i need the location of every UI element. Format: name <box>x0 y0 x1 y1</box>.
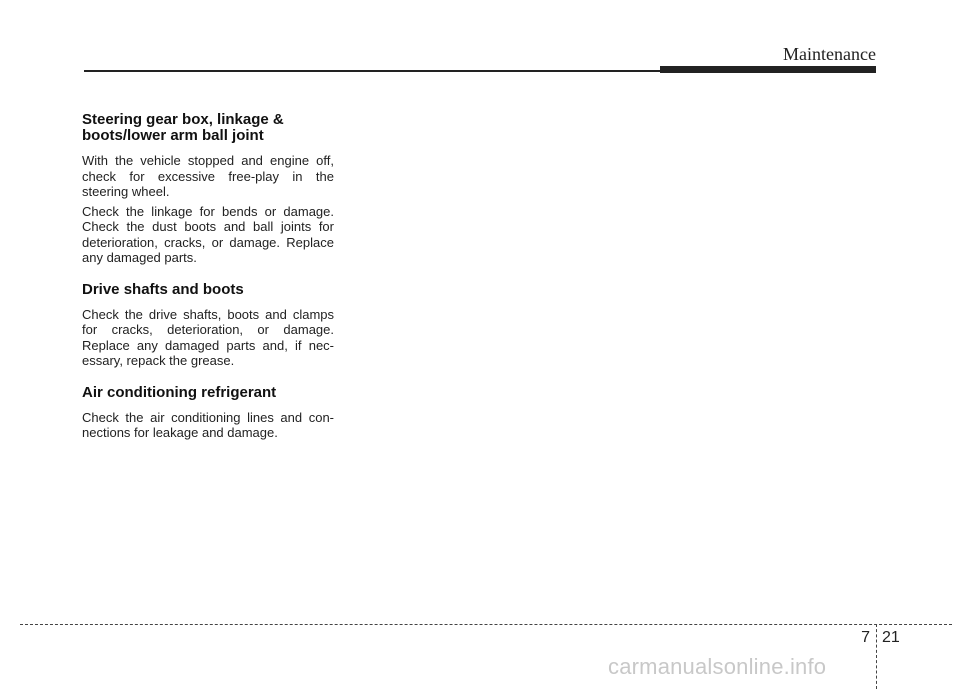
section-drive-shafts <box>82 282 334 369</box>
chapter-number: 7 <box>861 629 870 646</box>
section-paragraph: Check the drive shafts, boots and clamps for cracks, deterioration, or damage. Replace any damaged parts and, if nec-essary, repack the grease. <box>82 306 334 368</box>
header-rule-thin <box>84 70 660 72</box>
section-heading: Air conditioning refrigerant <box>82 383 277 401</box>
page-number: 21 <box>882 629 900 646</box>
header-rule-thick <box>660 66 876 73</box>
content-column <box>82 112 334 457</box>
section-heading: Steering gear box, linkage & boots/lower arm ball joint <box>82 111 284 144</box>
header-title: Maintenance <box>783 44 876 64</box>
section-air-conditioning <box>82 385 334 441</box>
section-heading: Drive shafts and boots <box>82 280 244 298</box>
section-paragraph: Check the linkage for bends or damage. Check the dust boots and ball joints for deterioration, cracks, or damage. Replace any damaged parts. <box>82 203 334 265</box>
section-steering <box>82 112 334 266</box>
footer-dashed-divider <box>876 624 877 689</box>
footer-dashed-rule <box>20 624 952 625</box>
section-paragraph: Check the air conditioning lines and con-nections for leakage and damage. <box>82 409 334 440</box>
watermark: carmanualsonline.info <box>608 654 827 679</box>
section-paragraph: With the vehicle stopped and engine off, check for excessive free-play in the steering wheel. <box>82 153 334 199</box>
